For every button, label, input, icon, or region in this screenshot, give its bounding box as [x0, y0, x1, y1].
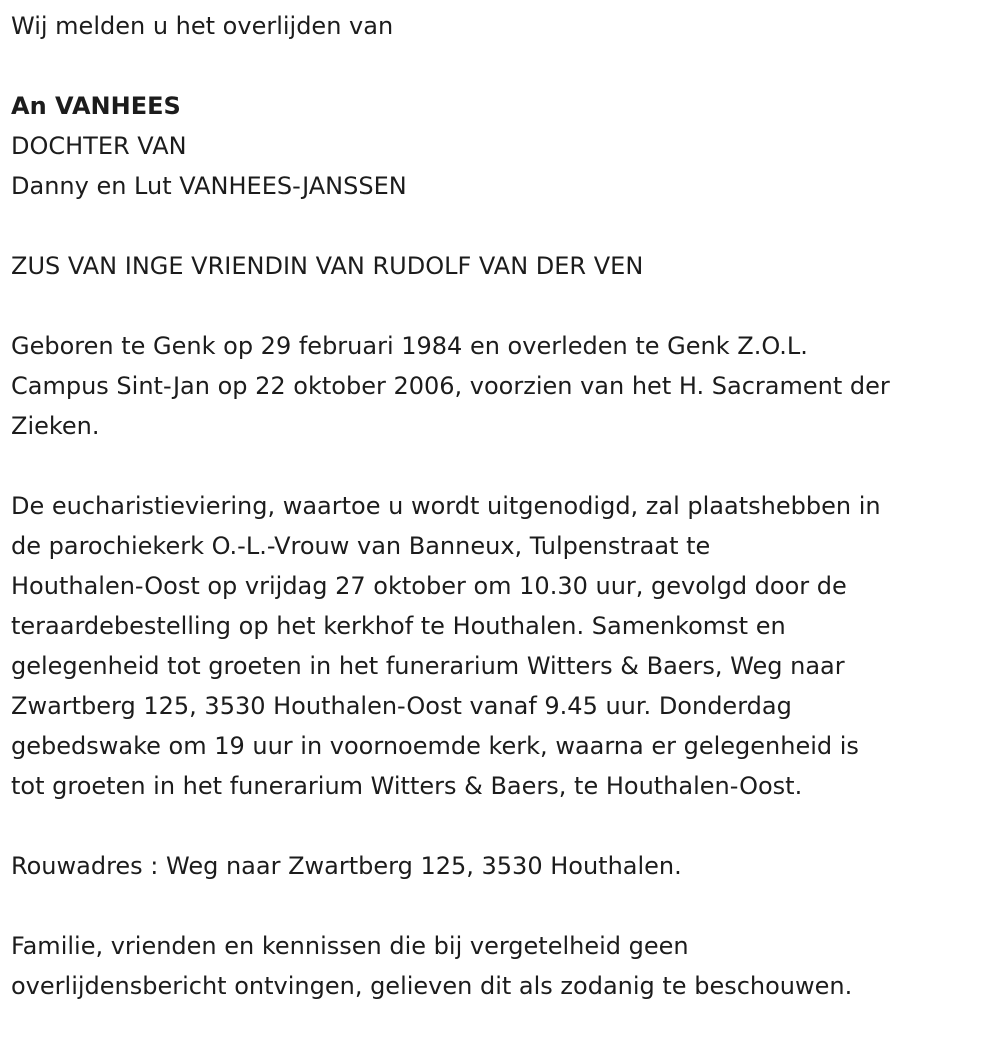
birth-death-line: Zieken.: [11, 412, 100, 440]
spacer: [11, 206, 986, 246]
spacer: [11, 286, 986, 326]
sibling-partner-text: ZUS VAN INGE VRIENDIN VAN RUDOLF VAN DER VEN: [11, 252, 644, 280]
mourning-address: Rouwadres : Weg naar Zwartberg 125, 3530 Houthalen.: [11, 852, 682, 880]
birth-death-line: Geboren te Genk op 29 februari 1984 en overleden te Genk Z.O.L.: [11, 332, 808, 360]
ceremony-line: gelegenheid tot groeten in het funerarium Witters & Baers, Weg naar: [11, 652, 845, 680]
ceremony-line: tot groeten in het funerarium Witters & Baers, te Houthalen-Oost.: [11, 772, 803, 800]
intro-text: Wij melden u het overlijden van: [11, 12, 394, 40]
spacer: [11, 46, 986, 86]
death-notice: [11, 0, 986, 1006]
relation-text: DOCHTER VAN: [11, 132, 187, 160]
spacer: [11, 446, 986, 486]
deceased-name: An VANHEES: [11, 92, 181, 120]
ceremony-line: de parochiekerk O.-L.-Vrouw van Banneux, Tulpenstraat te: [11, 532, 711, 560]
birth-death-line: Campus Sint-Jan op 22 oktober 2006, voorzien van het H. Sacrament der: [11, 372, 890, 400]
parents-text: Danny en Lut VANHEES-JANSSEN: [11, 172, 407, 200]
spacer: [11, 886, 986, 926]
closing-line: overlijdensbericht ontvingen, gelieven dit als zodanig te beschouwen.: [11, 972, 853, 1000]
closing-line: Familie, vrienden en kennissen die bij vergetelheid geen: [11, 932, 689, 960]
ceremony-line: Zwartberg 125, 3530 Houthalen-Oost vanaf 9.45 uur. Donderdag: [11, 692, 792, 720]
ceremony-line: Houthalen-Oost op vrijdag 27 oktober om 10.30 uur, gevolgd door de: [11, 572, 847, 600]
ceremony-line: gebedswake om 19 uur in voornoemde kerk, waarna er gelegenheid is: [11, 732, 859, 760]
ceremony-line: teraardebestelling op het kerkhof te Houthalen. Samenkomst en: [11, 612, 786, 640]
spacer: [11, 806, 986, 846]
ceremony-line: De eucharistieviering, waartoe u wordt uitgenodigd, zal plaatshebben in: [11, 492, 881, 520]
